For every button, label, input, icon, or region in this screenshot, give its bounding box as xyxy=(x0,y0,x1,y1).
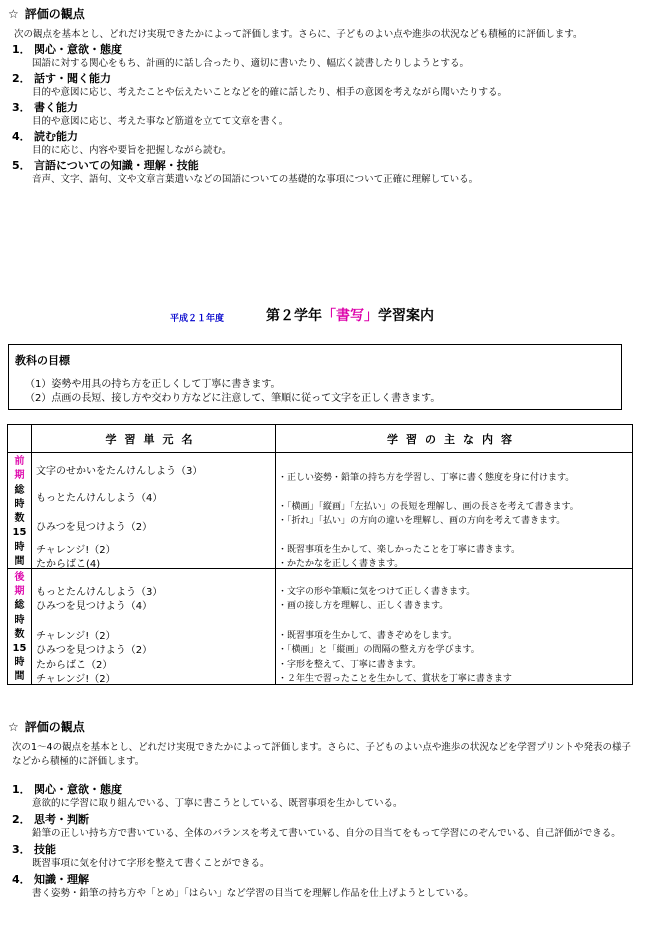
list-item: 3． 書く能力 目的や意図に応じ、考えた事など筋道を立てて文章を書く。 xyxy=(12,101,507,130)
list-item: 3． 技能 既習事項に気を付けて字形を整えて書くことができる。 xyxy=(12,843,634,871)
item-heading: 言語についての知識・理解・技能 xyxy=(34,159,199,172)
unit-item: ひみつを見つけよう（4） xyxy=(36,601,153,612)
star-icon: ☆ xyxy=(8,7,19,21)
goal-item: （2）点画の長短、接し方や交わり方などに注意して、筆順に従って文字を正しく書きます。 xyxy=(25,393,441,404)
section1-heading xyxy=(8,5,85,22)
list-item: 2． 思考・判断 鉛筆の正しい持ち方で書いている、全体のバランスを考えて書いている、自分の目当てをもって学習にのぞんでいる、自己評価ができる。 xyxy=(12,813,634,841)
table-divider xyxy=(8,452,632,453)
term2-label: 後 xyxy=(14,572,25,583)
content-item: ・正しい姿勢・鉛筆の持ち方を学習し、丁寧に書く態度を身に付けます。 xyxy=(278,473,575,483)
unit-item: チャレンジ!（2） xyxy=(36,545,116,556)
term1-label: 時 xyxy=(14,542,25,553)
list-item: 1． 関心・意欲・態度 国語に対する関心をもち、計画的に話し合ったり、適切に書いたり、幅広く読書したりしようとする。 xyxy=(12,43,507,72)
list-item: 1． 関心・意欲・態度 意欲的に学習に取り組んでいる、丁寧に書こうとしている、既習事項を生かしている。 xyxy=(12,783,634,811)
term2-label: 時 xyxy=(14,615,25,626)
table-divider xyxy=(275,425,276,684)
term1-label: 期 xyxy=(14,470,25,481)
term1-label: 時 xyxy=(14,499,25,510)
goals-box xyxy=(8,344,622,410)
item-desc: 意欲的に学習に取り組んでいる、丁寧に書こうとしている、既習事項を生かしている。 xyxy=(32,798,403,809)
term2-label: 期 xyxy=(14,586,25,597)
unit-item: もっとたんけんしよう（3） xyxy=(36,587,163,598)
content-item: ・画の接し方を理解し、正しく書きます。 xyxy=(278,601,449,611)
term2-label: 総 xyxy=(14,600,25,611)
section2-title: 評価の観点 xyxy=(24,720,85,734)
item-desc: 既習事項に気を付けて字形を整えて書くことができる。 xyxy=(32,858,270,869)
list-item: 5． 言語についての知識・理解・技能 音声、文字、語句、文や文章言葉遣いなどの国語についての基礎的な事項について正確に理解している。 xyxy=(12,159,507,188)
content-item: ・かたかなを正しく書きます。 xyxy=(278,559,404,569)
plan-table xyxy=(7,424,633,685)
unit-item: たからばこ(4) xyxy=(36,559,101,570)
content-item: ・「横画」「縦画」「左払い」の長短を理解し、画の長さを考えて書きます。 xyxy=(278,502,579,512)
content-item: ・文字の形や筆順に気をつけて正しく書きます。 xyxy=(278,587,476,597)
goal-item: （1）姿勢や用具の持ち方を正しくして丁寧に書きます。 xyxy=(25,379,281,390)
content-item: ・既習事項を生かして、楽しかったことを丁寧に書きます。 xyxy=(278,545,521,555)
section1-title: 評価の観点 xyxy=(24,7,85,21)
item-desc: 目的や意図に応じ、考えた事など筋道を立てて文章を書く。 xyxy=(32,116,289,127)
term1-label: 前 xyxy=(14,456,25,467)
content-item: ・既習事項を生かして、書きぞめをします。 xyxy=(278,631,458,641)
header-content: 学習の主な内容 xyxy=(387,433,520,446)
unit-item: たからばこ（2） xyxy=(36,660,113,671)
section1-intro: 次の観点を基本とし、どれだけ実現できたかによって評価します。さらに、子どものよい点や進歩の状況なども積極的に評価します。 xyxy=(14,29,583,40)
table-divider xyxy=(31,425,32,684)
item-desc: 音声、文字、語句、文や文章言葉遣いなどの国語についての基礎的な事項について正確に理解している。 xyxy=(32,174,479,185)
item-heading: 読む能力 xyxy=(34,130,78,143)
section1-list xyxy=(12,43,507,188)
list-item: 4． 読む能力 目的に応じ、内容や要旨を把握しながら読む。 xyxy=(12,130,507,159)
title-main: 第２学年「書写」学習案内 xyxy=(266,308,434,324)
unit-item: チャレンジ!（2） xyxy=(36,631,116,642)
item-heading: 書く能力 xyxy=(34,101,78,114)
section2-intro: 次の1～4の観点を基本とし、どれだけ実現できたかによって評価します。さらに、子どものよい点や進歩の状況などを学習プリントや発表の様子などから積極的に評価します。 xyxy=(12,742,631,767)
term1-label: 総 xyxy=(14,485,25,496)
unit-item: ひみつを見つけよう（2） xyxy=(36,645,153,656)
term2-label: 間 xyxy=(14,671,25,682)
content-item: ・「横画」と「縦画」の間隔の整え方を学びます。 xyxy=(278,645,480,655)
section2-heading xyxy=(8,718,85,735)
unit-item: ひみつを見つけよう（2） xyxy=(36,522,153,533)
title-year: 平成２１年度 xyxy=(170,314,225,324)
content-item: ・字形を整えて、丁寧に書きます。 xyxy=(278,660,422,670)
star-icon: ☆ xyxy=(8,720,19,734)
item-desc: 目的に応じ、内容や要旨を把握しながら読む。 xyxy=(32,145,232,156)
item-desc: 目的や意図に応じ、考えたことや伝えたいことなどを的確に話したり、相手の意図を考えながら聞いたりする。 xyxy=(32,87,508,98)
item-desc: 国語に対する関心をもち、計画的に話し合ったり、適切に書いたり、幅広く読書したりしようとする。 xyxy=(32,58,470,69)
header-units: 学習単元名 xyxy=(105,433,201,446)
content-item: ・「折れ」「払い」の方向の違いを理解し、画の方向を考えて書きます。 xyxy=(278,516,566,526)
item-desc: 鉛筆の正しい持ち方で書いている、全体のバランスを考えて書いている、自分の目当てをもって学習にのぞんでいる、自己評価ができる。 xyxy=(32,828,621,839)
unit-item: チャレンジ!（2） xyxy=(36,674,116,685)
item-desc: 書く姿勢・鉛筆の持ち方や「とめ」「はらい」など学習の目当てを理解し作品を仕上げようとしている。 xyxy=(32,888,474,899)
unit-item: もっとたんけんしよう（4） xyxy=(36,493,163,504)
item-heading: 知識・理解 xyxy=(34,873,89,886)
term2-label: 数 xyxy=(14,629,25,640)
term2-label: 時 xyxy=(14,657,25,668)
item-heading: 関心・意欲・態度 xyxy=(34,43,122,56)
term1-label: 15 xyxy=(12,527,27,538)
section2-list xyxy=(12,783,634,901)
unit-item: 文字のせかいをたんけんしよう（3） xyxy=(36,466,203,477)
goals-title: 教科の目標 xyxy=(15,354,70,367)
item-heading: 関心・意欲・態度 xyxy=(34,783,122,796)
list-item: 4． 知識・理解 書く姿勢・鉛筆の持ち方や「とめ」「はらい」など学習の目当てを理解し作品を仕上げようとしている。 xyxy=(12,873,634,901)
content-item: ・２年生で習ったことを生かして、賞状を丁寧に書きます xyxy=(278,674,512,684)
term2-label: 15 xyxy=(12,643,27,654)
term1-label: 間 xyxy=(14,556,25,567)
item-heading: 技能 xyxy=(34,843,56,856)
title-subject: 「書写」 xyxy=(322,308,378,324)
item-heading: 話す・聞く能力 xyxy=(34,72,111,85)
list-item: 2． 話す・聞く能力 目的や意図に応じ、考えたことや伝えたいことなどを的確に話したり、相手の意図を考えながら聞いたりする。 xyxy=(12,72,508,98)
term1-label: 数 xyxy=(14,513,25,524)
item-heading: 思考・判断 xyxy=(34,813,89,826)
